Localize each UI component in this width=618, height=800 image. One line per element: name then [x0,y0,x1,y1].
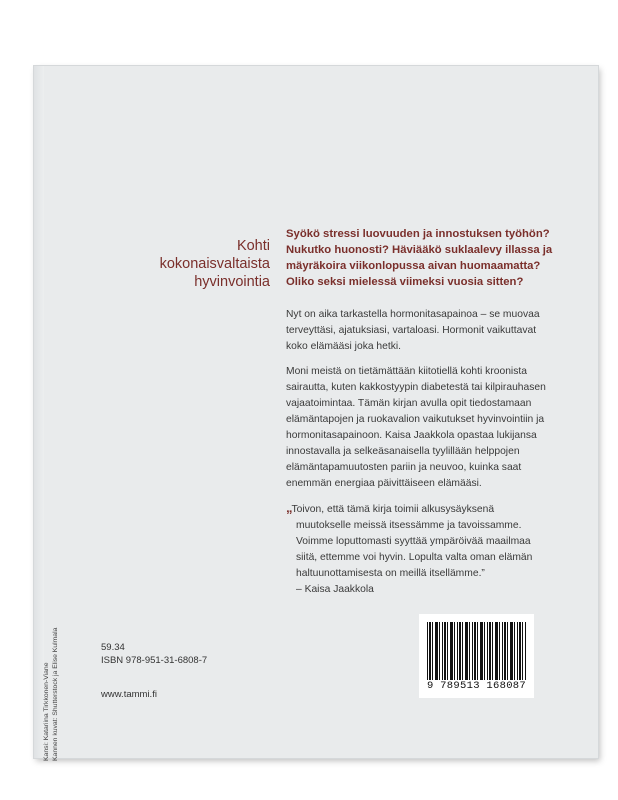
quote-mark-icon: „ [286,500,292,515]
cover-heading [160,237,270,291]
paragraph-line: Moni meistä on tietämättään kiitotiellä kohti kroonista [286,366,527,377]
paragraph-line: Nyt on aika tarkastella hormonitasapainoa – se muovaa [286,309,540,320]
quote-line: Toivon, että tämä kirja toimii alkusysäyksenä [291,504,495,515]
paragraph-line: hormonitasapainoon. Kaisa Jaakkola opastaa lukijansa [286,430,537,441]
barcode-number: 9 789513 168087 [426,680,526,692]
paragraph-line: koko elämääsi joka hetki. [286,341,402,352]
cover-credit: Kansi: Katariina Tirkkonen-Viane [43,662,50,761]
credits [40,627,74,761]
heading-line: Kohti [236,238,270,254]
paragraph-line: sairautta, kuten kakkostyypin diabetestä tai kilpirauhasen [286,382,546,393]
barcode [419,614,534,698]
book-back-cover [34,66,598,761]
paragraph-line: innostavalla ja selkeäsanaisella tyylillään helppojen [286,446,520,457]
intro-line: Oliko seksi mielessä viimeksi vuosia sitten? [286,276,524,288]
heading-line: kokonaisvaltaista [159,256,270,272]
photo-credit: Kannen kuvat: Shutterstock ja Elise Kulmala [52,627,59,761]
quote-first-line [286,500,556,518]
publisher-url: www.tammi.fi [101,689,157,700]
intro-line: mäyräkoira viikonlopussa aivan huomaamatta? [286,260,541,272]
quote-line: muutokselle meissä itsessämme ja tavoissamme. [296,520,522,531]
paragraph-line: terveyttäsi, ajatuksiasi, vartaloasi. Hormonit vaikuttavat [286,325,537,336]
paragraph-line: elämäntapojen ja ruokavalion vaikutukset hyvinvointiin ja [286,414,545,425]
quote-line: siitä, ettemme voi hyvin. Lopulta valta oman elämän [296,552,533,563]
heading-line: hyvinvointia [194,274,270,290]
author-quote [286,500,556,598]
intro-line: Nukutko huonosti? Häviääkö suklaalevy illassa ja [286,244,553,256]
paragraph-hormones [286,307,556,355]
paragraph-line: vajaatoimintaa. Tämän kirjan avulla opit tiedostamaan [286,398,532,409]
barcode-bars-icon [427,622,526,680]
intro-line: Syökö stressi luovuuden ja innostuksen työhön? [286,228,550,240]
publication-codes [101,641,207,667]
quote-attribution: – Kaisa Jaakkola [296,584,374,595]
paragraph-description [286,364,556,492]
paragraph-line: enemmän energiaa päivittäiseen elämääsi. [286,478,482,489]
classification-code: 59.34 [101,642,125,653]
quote-line: haltuunottamisesta on meillä itsellämme.” [296,568,485,579]
isbn: ISBN 978-951-31-6808-7 [101,655,208,666]
intro-questions [286,226,556,290]
quote-line: Voimme loputtomasti syyttää ympäröivää maailmaa [296,536,531,547]
paragraph-line: elämäntapamuutosten pariin ja neuvoo, kuinka saat [286,462,522,473]
